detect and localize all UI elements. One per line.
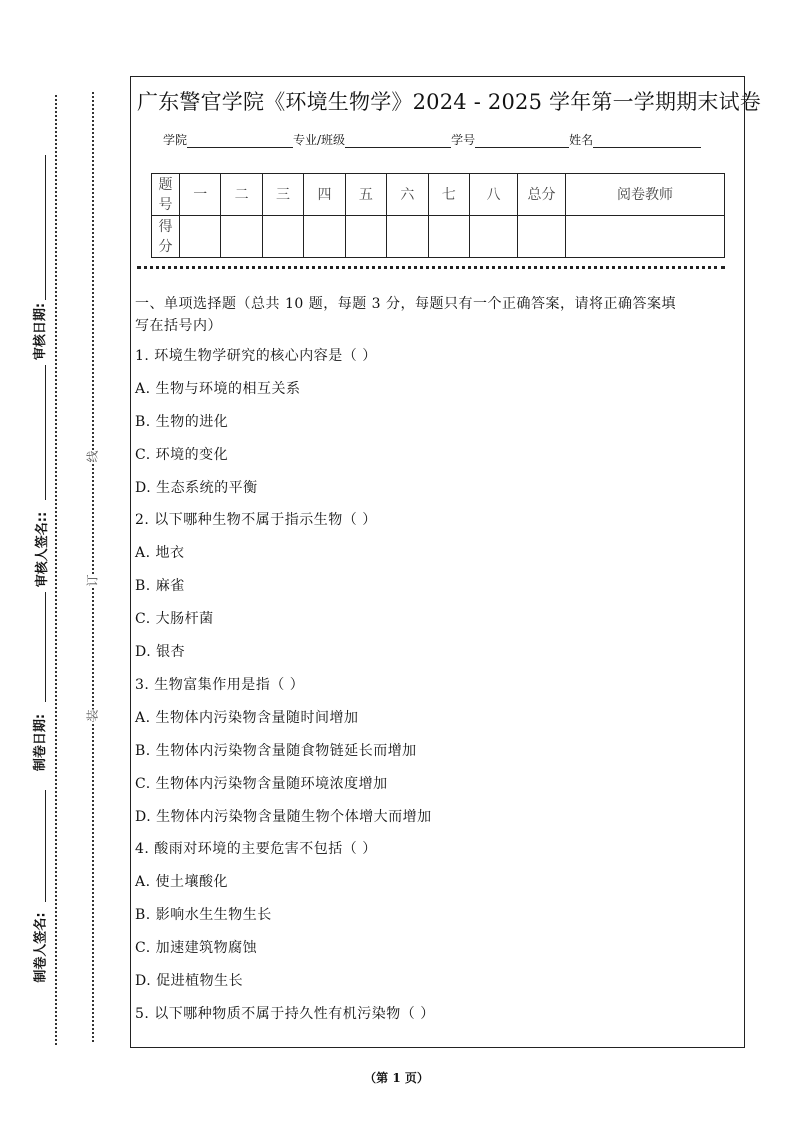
question-stem: 4. 酸雨对环境的主要危害不包括（ ）: [135, 841, 377, 857]
maker-sign-line: [45, 790, 46, 902]
major-label: 专业/班级: [293, 133, 346, 147]
question-option: C. 生物体内污染物含量随环境浓度增加: [135, 776, 388, 792]
question-option: A. 生物与环境的相互关系: [135, 381, 301, 397]
binding-char-zhuang: 装: [85, 709, 100, 722]
score-cell[interactable]: [518, 216, 566, 258]
question-stem: 5. 以下哪种物质不属于持久性有机污染物（ ）: [135, 1006, 435, 1022]
col-4: 四: [304, 174, 345, 216]
question-option: B. 生物体内污染物含量随食物链延长而增加: [135, 743, 417, 759]
question-stem: 3. 生物富集作用是指（ ）: [135, 677, 305, 693]
question-stem: 2. 以下哪种生物不属于指示生物（ ）: [135, 512, 377, 528]
reviewer-sign-line: [45, 365, 46, 500]
binding-dotted-line-outer: [55, 95, 57, 1045]
score-cell[interactable]: [566, 216, 725, 258]
major-field[interactable]: [345, 135, 451, 148]
question-option: B. 影响水生生物生长: [135, 907, 272, 923]
col-7: 七: [428, 174, 469, 216]
question-option: B. 生物的进化: [135, 414, 229, 430]
score-cell[interactable]: [304, 216, 345, 258]
question-option: C. 环境的变化: [135, 447, 229, 463]
col-5: 五: [345, 174, 386, 216]
reviewer-sign-label: 审核人签名::: [35, 511, 51, 588]
page-title: 广东警官学院《环境生物学》2024 - 2025 学年第一学期期末试卷: [137, 90, 762, 114]
binding-char-xian: 线: [85, 450, 100, 463]
name-field[interactable]: [593, 135, 701, 148]
col-3: 三: [262, 174, 303, 216]
student-id-field[interactable]: [475, 135, 569, 148]
college-label: 学院: [163, 133, 188, 147]
col-total: 总分: [518, 174, 566, 216]
section-heading-cont: 写在括号内）: [135, 318, 222, 334]
question-option: C. 加速建筑物腐蚀: [135, 940, 258, 956]
score-cell[interactable]: [345, 216, 386, 258]
make-date-line: [45, 592, 46, 702]
score-table-score-row: [152, 216, 725, 258]
dotted-separator: [137, 266, 725, 269]
score-cell[interactable]: [470, 216, 518, 258]
question-option: C. 大肠杆菌: [135, 611, 214, 627]
page-number: （第 1 页）: [364, 1071, 429, 1085]
score-cell[interactable]: [262, 216, 303, 258]
score-cell[interactable]: [180, 216, 221, 258]
header-label: 题号: [152, 174, 180, 216]
binding-dotted-line-inner: [92, 92, 94, 1042]
make-date-label: 制卷日期:: [33, 713, 49, 772]
section-heading: 一、单项选择题（总共 10 题，每题 3 分，每题只有一个正确答案，请将正确答案填: [135, 296, 677, 312]
question-stem: 1. 环境生物学研究的核心内容是（ ）: [135, 348, 377, 364]
student-id-label: 学号: [451, 133, 476, 147]
maker-sign-label: 制卷人签名:: [33, 912, 49, 983]
question-option: D. 促进植物生长: [135, 973, 244, 989]
question-option: A. 地衣: [135, 545, 185, 561]
question-option: A. 生物体内污染物含量随时间增加: [135, 710, 359, 726]
name-label: 姓名: [569, 133, 594, 147]
score-cell[interactable]: [428, 216, 469, 258]
question-option: D. 银杏: [135, 644, 186, 660]
col-6: 六: [387, 174, 428, 216]
binding-char-ding: 订: [85, 574, 100, 587]
question-option: D. 生态系统的平衡: [135, 480, 258, 496]
score-cell[interactable]: [387, 216, 428, 258]
score-label: 得分: [152, 216, 180, 258]
student-info-row: [163, 131, 701, 148]
review-date-label: 审核日期:: [33, 302, 49, 361]
question-option: D. 生物体内污染物含量随生物个体增大而增加: [135, 809, 432, 825]
col-grader: 阅卷教师: [566, 174, 725, 216]
college-field[interactable]: [187, 135, 293, 148]
question-option: A. 使土壤酸化: [135, 874, 229, 890]
review-date-line: [45, 155, 46, 300]
score-cell[interactable]: [221, 216, 262, 258]
col-1: 一: [180, 174, 221, 216]
col-2: 二: [221, 174, 262, 216]
question-option: B. 麻雀: [135, 578, 185, 594]
col-8: 八: [470, 174, 518, 216]
score-table-header-row: [152, 174, 725, 216]
score-table: [151, 173, 725, 258]
